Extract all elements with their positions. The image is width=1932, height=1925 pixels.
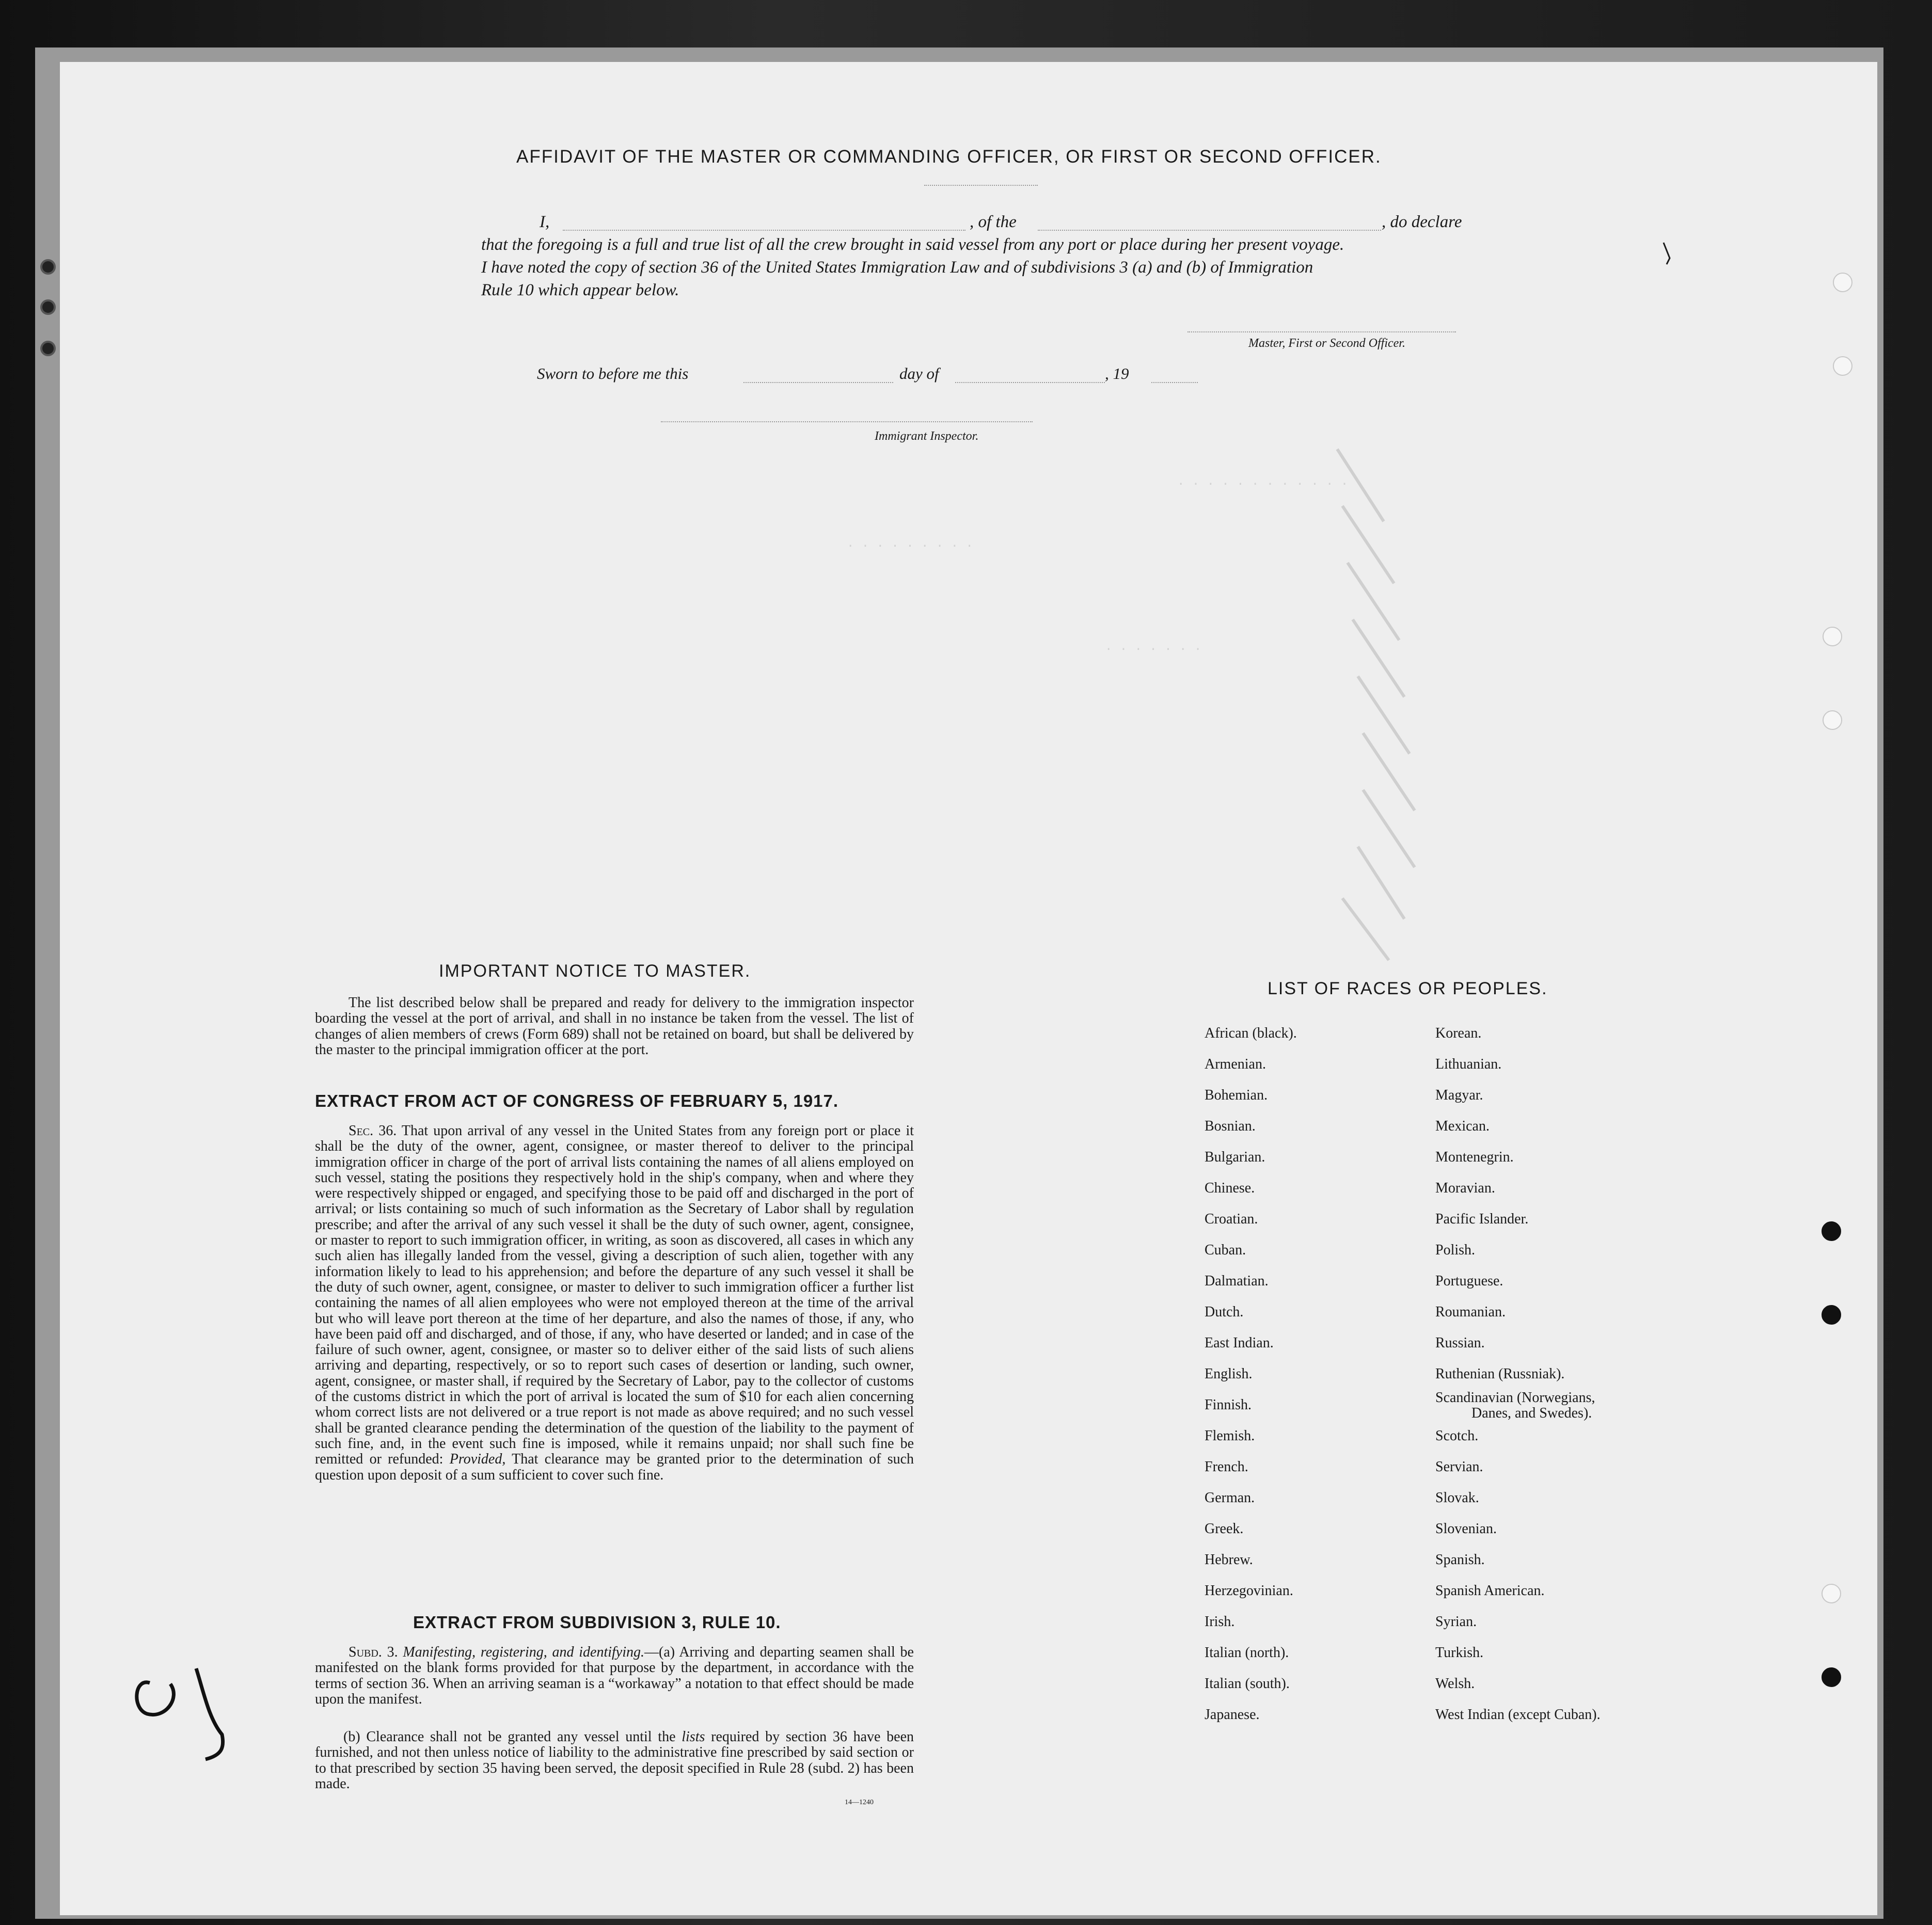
race-item: Scotch. <box>1435 1428 1479 1444</box>
race-item: Slovak. <box>1435 1490 1479 1506</box>
provided-word: Provided, <box>449 1451 506 1468</box>
race-item-continuation: Danes, and Swedes). <box>1471 1405 1592 1421</box>
race-item: Slovenian. <box>1435 1521 1497 1537</box>
race-item: Herzegovinian. <box>1205 1583 1293 1599</box>
handwritten-number <box>137 1668 223 1759</box>
subd-para-a: —(a) Arriving and departing seamen shall be manifested on the blank forms provided for that purpose by the department, in accordance with the terms of section 36. When an arriving seaman is a “workaway” a notation to that effect should be made upon the manifest. <box>315 1644 914 1707</box>
affidavit-title: AFFIDAVIT OF THE MASTER OR COMMANDING OFFICER, OR FIRST OR SECOND OFFICER. <box>516 147 1382 167</box>
race-item: French. <box>1205 1459 1248 1475</box>
race-item: Scandinavian (Norwegians, <box>1435 1390 1595 1406</box>
race-item: Roumanian. <box>1435 1304 1506 1320</box>
race-item: Servian. <box>1435 1459 1483 1475</box>
race-item: Lithuanian. <box>1435 1056 1502 1072</box>
race-item: Syrian. <box>1435 1614 1477 1630</box>
para-b-end: required by section 36 have been furnished, and not then unless notice of liability to the administrative fine prescribed by said section or to that prescribed by section 35 having been served, the deposit specified in Rule 28 (subd. 2) has been made. <box>315 1729 914 1792</box>
bleed-through-mark: . . . . . . . . . . . . <box>1177 475 1349 489</box>
race-item: West Indian (except Cuban). <box>1435 1707 1601 1723</box>
notice-paragraph: The list described below shall be prepared and ready for delivery to the immigration inspector boarding the vessel at the port of arrival, and shall in no instance be taken from the vessel. The list of changes of alien members of crews (Form 689) shall not be retained on board, but shall be delivered by the master to the principal immigration officer at the port. <box>315 995 914 1058</box>
race-item: Mexican. <box>1435 1118 1490 1134</box>
race-item: Flemish. <box>1205 1428 1255 1444</box>
race-item: Bulgarian. <box>1205 1149 1265 1165</box>
race-item: Dalmatian. <box>1205 1273 1269 1289</box>
race-item: Spanish American. <box>1435 1583 1545 1599</box>
race-item: Cuban. <box>1205 1242 1246 1258</box>
race-item: Pacific Islander. <box>1435 1211 1529 1227</box>
race-item: Moravian. <box>1435 1180 1495 1196</box>
race-item: Portuguese. <box>1435 1273 1503 1289</box>
sworn-text: Sworn to before me this <box>537 364 689 383</box>
race-item: Finnish. <box>1205 1397 1252 1413</box>
signature-caption: Master, First or Second Officer. <box>1248 337 1405 350</box>
race-item: Bohemian. <box>1205 1087 1268 1103</box>
race-item: Ruthenian (Russniak). <box>1435 1366 1565 1382</box>
race-item: Chinese. <box>1205 1180 1255 1196</box>
race-item: Irish. <box>1205 1614 1235 1630</box>
affidavit-line-2: that the foregoing is a full and true list of all the crew brought in said vessel from any port or place during her present voyage. <box>481 235 1344 254</box>
race-item: Welsh. <box>1435 1676 1475 1692</box>
races-title: LIST OF RACES OR PEOPLES. <box>1268 979 1548 998</box>
race-item: Magyar. <box>1435 1087 1483 1103</box>
race-item: Turkish. <box>1435 1645 1484 1661</box>
notice-title: IMPORTANT NOTICE TO MASTER. <box>439 961 751 981</box>
act-extract-title: EXTRACT FROM ACT OF CONGRESS OF FEBRUARY 5, 1917. <box>315 1091 839 1110</box>
rule-extract-title: EXTRACT FROM SUBDIVISION 3, RULE 10. <box>413 1613 781 1632</box>
day-of-text: day of <box>899 364 939 383</box>
affidavit-i: I, <box>540 213 550 231</box>
bleed-through-mark: . . . . . . . . . <box>847 537 973 551</box>
race-item: Armenian. <box>1205 1056 1266 1072</box>
sec-36-body: That upon arrival of any vessel in the United States from any foreign port or place it shall be the duty of the owner, agent, consignee, or master thereof to deliver to the principal immigration officer in charge of the port of arrival lists containing the names of all aliens employed on such vessel, stating the positions they respectively hold in the ship's company, when and where they were respectively shipped or engaged, and specifying those to be paid off and discharged in the port of arrival; or lists containing so much of such information as the Secretary of Labor shall by regulation prescribe; and after the arrival of any such vessel it shall be the duty of such owner, agent, consignee, or master to report to such immigration officer, in writing, as soon as discovered, all cases in which any such alien has illegally landed from the vessel, giving a description of such alien, together with any information likely to lead to his apprehension; and before the departure of any such vessel it shall be the duty of such owner, agent, consignee, or master to deliver to such immigration officer a further list containing the names of all alien employees who were not employed thereon at the time of the arrival but who will leave port thereon at the time of her departure, and also the names of those, if any, who have been paid off and discharged, and of those, if any, who have deserted or landed; and in case of the failure of such owner, agent, consignee, or master so to deliver either of the said lists of such aliens arriving and departing, respectively, or so to report such cases of desertion or landing, such owner, agent, consignee, or master shall, if required by the Secretary of Labor, pay to the collector of customs of the customs district in which the port of arrival is located the sum of $10 for each alien concerning whom correct lists are not delivered or a true report is not made as above required; and no such vessel shall be granted clearance pending the determination of the question of the liability to the payment of such fine, and, in the event such fine is imposed, while it remains unpaid; nor shall such fine be remitted or refunded: <box>315 1123 914 1468</box>
para-b-lists: lists <box>682 1729 705 1745</box>
race-item: Hebrew. <box>1205 1552 1253 1568</box>
form-number: 14—1240 <box>845 1799 874 1806</box>
affidavit-of-the: , of the <box>970 213 1017 231</box>
subd-label: Subd. 3. <box>349 1644 398 1660</box>
race-item: Spanish. <box>1435 1552 1485 1568</box>
sec-36-end: That clearance may be granted prior to the determination of such question upon deposit of a sum sufficient to cover such fine. <box>315 1451 914 1483</box>
subd-heading: Manifesting, registering, and identifying. <box>403 1644 644 1660</box>
race-item: Korean. <box>1435 1025 1482 1041</box>
race-item: Dutch. <box>1205 1304 1244 1320</box>
race-item: English. <box>1205 1366 1253 1382</box>
subd-3-para-b <box>315 1729 914 1792</box>
sec-label: Sec. 36. <box>349 1123 397 1139</box>
affidavit-line-3: I have noted the copy of section 36 of the United States Immigration Law and of subdivisions 3 (a) and (b) of Immigration <box>481 258 1313 277</box>
race-item: Japanese. <box>1205 1707 1260 1723</box>
inspector-caption: Immigrant Inspector. <box>875 429 979 443</box>
race-item: African (black). <box>1205 1025 1297 1041</box>
race-item: Italian (north). <box>1205 1645 1289 1661</box>
affidavit-line-4: Rule 10 which appear below. <box>481 281 679 299</box>
race-item: Greek. <box>1205 1521 1244 1537</box>
year-text: , 19 <box>1105 364 1129 383</box>
race-item: Croatian. <box>1205 1211 1258 1227</box>
race-item: Montenegrin. <box>1435 1149 1514 1165</box>
race-item: Bosnian. <box>1205 1118 1256 1134</box>
affidavit-declare: , do declare <box>1382 213 1462 231</box>
race-item: Russian. <box>1435 1335 1485 1351</box>
bleed-through-mark: . . . . . . . <box>1105 640 1202 654</box>
act-section-36 <box>315 1123 914 1483</box>
race-item: German. <box>1205 1490 1255 1506</box>
para-b-start: (b) Clearance shall not be granted any vessel until the <box>343 1729 676 1745</box>
race-item: Italian (south). <box>1205 1676 1290 1692</box>
race-item: Polish. <box>1435 1242 1476 1258</box>
race-item: East Indian. <box>1205 1335 1274 1351</box>
subd-3-para-a <box>315 1645 914 1707</box>
